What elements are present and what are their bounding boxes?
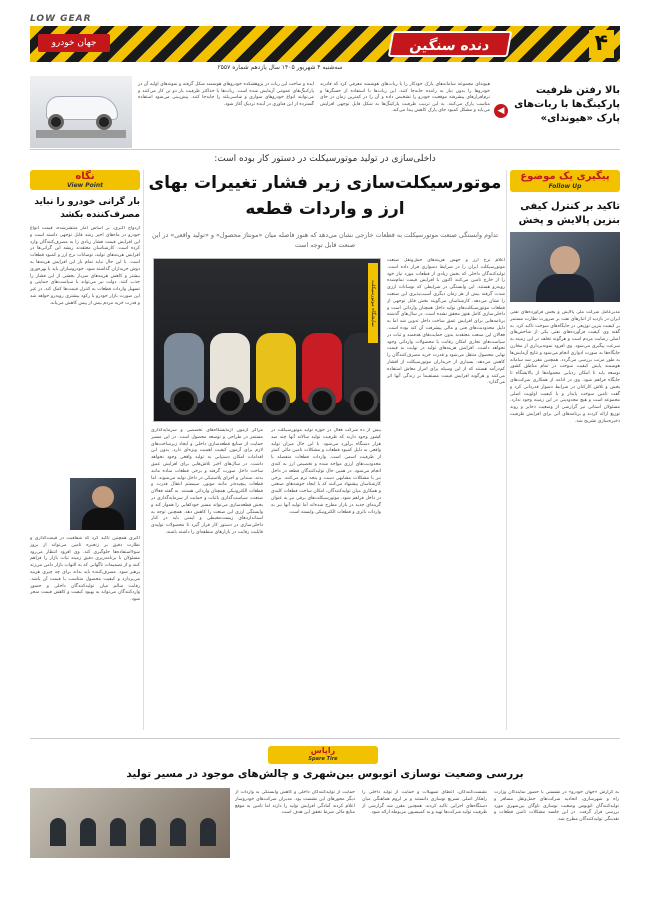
parking-robot-shape: [36, 130, 126, 138]
bottom-col-a: به گزارش «جهان خودرو» در نشستی با حضور نمایندگان وزارت راه و شهرسازی، اتحادیه شرکت‌های حمل‌ونقل مسافر و تولیدکنندگان اتوبوس وضعیت نوسازی ناوگان بین‌شهری مورد بررسی قرار گرفت. در این جلسه مشکلات تامین قطعات و نقدینگی تولیدکنندگان مطرح شد.: [494, 790, 619, 823]
person-shape: [170, 818, 186, 846]
scooter-shape: [210, 333, 250, 403]
page-number: ۴: [589, 30, 614, 58]
author-portrait-photo: [70, 478, 136, 530]
scooter-shape: [256, 333, 296, 403]
viewpoint-column: [30, 170, 140, 730]
top-story-text-a: هیوندای مجموعه سامانه‌های پارک خودکار را با ربات‌های هوشمند معرفی کرد که قادرند خودروها را بدون نیاز به راننده جابه‌جا کنند. این ربات‌ها با استفاده از حسگرها و نرم‌افزارهای پیشرفته موقعیت خودرو را تشخیص داده و آن را در کمترین زمان در جای مناسب پارک می‌کنند. به این ترتیب ظرفیت پارکینگ‌ها به شکل قابل توجهی افزایش می‌یابد و مشکل کمبود جای پارک کاهش پیدا می‌کند.: [320, 82, 490, 114]
top-story-text-b: ایده و ساخت این ربات در پژوهشکده خودروهای هوشمند شکل گرفته و نمونه‌های اولیه آن در پارکینگ‌های عمومی آزمایش شده است. ربات‌ها با حداکثر ظرفیت بار دو تن کار می‌کنند و می‌توانند انواع خودروهای سواری و شاسی‌بلند را جابه‌جا کنند. پیش‌بینی می‌شود استفاده گسترده از این فناوری در آینده نزدیک آغاز شود.: [138, 82, 314, 107]
main-lead: تداوم وابستگی صنعت موتورسیکلت به قطعات خارجی نشان می‌دهد که هنوز فاصله میان «مونتاژ محصول» و «تولید واقعی» در این صنعت قابل توجه است: [151, 231, 499, 249]
scooter-shape: [164, 333, 204, 403]
main-story: [145, 150, 505, 730]
bottom-col-b: نشست‌کنندگان، اعطای تسهیلات و حمایت از تولید داخلی را راهکار اصلی تسریع نوسازی دانستند و بر لزوم هماهنگی میان دستگاه‌های اجرایی تاکید کردند. همچنین مقرر شد گزارشی از ظرفیت تولید شرکت‌ها تهیه و به کمیسیون مربوطه ارائه شود.: [362, 790, 487, 816]
bottom-col-c: حمایت از تولیدکنندگان داخلی و کاهش وابستگی به واردات از دیگر محورهای این نشست بود. مدیران شرکت‌های خودروساز اعلام کردند آمادگی افزایش تولید را دارند اما تامین به موقع منابع مالی شرط تحقق این هدف است.: [235, 790, 355, 816]
section-header-bar: [30, 26, 620, 62]
arrow-icon: ◀: [494, 104, 508, 118]
main-kicker: داخلی‌سازی در تولید موتورسیکلت در دستور کار بوده است:: [214, 154, 436, 164]
dateline: سه‌شنبه ۴ شهریور ۱۴۰۵ سال یازدهم شماره ۲۵۵۷: [217, 64, 343, 71]
scooter-shape: [344, 333, 381, 403]
person-suit-shape: [536, 274, 594, 302]
section-title: دنده سنگین: [388, 31, 513, 57]
top-story-headline[interactable]: بالا رفتن ظرفیت پارکینگ‌ها با ربات‌های پارک «هیوندای»: [514, 85, 620, 124]
follow-up-headline[interactable]: تاکید بر کنترل کیفی بنزین پالایش و پخش: [518, 201, 620, 226]
person-shape: [50, 818, 66, 846]
car-wheel-shape: [48, 114, 64, 130]
viewpoint-tag: [30, 170, 140, 190]
person-head-shape: [550, 246, 580, 276]
column-divider: [143, 170, 144, 730]
person-head-shape: [92, 486, 114, 508]
top-story: [30, 76, 620, 150]
follow-up-tag: [510, 170, 620, 192]
person-shape: [80, 818, 96, 846]
photo-caption: نمایشگاه موتورسیکلت: [368, 263, 378, 343]
viewpoint-headline[interactable]: بار گرانی خودرو را نباید مصرف‌کننده بکشد: [34, 197, 140, 220]
official-portrait-photo: [510, 232, 620, 302]
publication-logo: جهان خودرو: [38, 34, 110, 52]
viewpoint-tag-label: نگاه: [75, 171, 95, 182]
spare-tire-tag-label: زاپاس: [310, 746, 336, 755]
spare-tire-tag: [268, 746, 378, 764]
viewpoint-body-bottom: اکبری همچنین تاکید کرد که شفافیت در قیمت‌گذاری و نظارت دقیق بر زنجیره تامین می‌تواند از بروز سوءاستفاده‌ها جلوگیری کند. وی افزود انتظار می‌رود مسئولان با برنامه‌ریزی دقیق زمینه ثبات بازار را فراهم کنند و از تصمیمات ناگهانی که به التهاب بازار دامن می‌زند پرهیز شود. مصرف‌کننده باید بداند برای چه چیزی هزینه می‌پردازد و کیفیت محصول متناسب با قیمت آن باشد. رقابت سالم میان تولیدکنندگان داخلی و حضور واردکنندگان می‌تواند به بهبود کیفیت و کاهش قیمت منجر شود.: [30, 536, 140, 603]
main-col-right: اعلام نرخ ارز و جهش هزینه‌های حمل‌ونقل صنعت موتورسیکلت ایران را در شرایط دشواری قرار داده است. تولیدکنندگان داخلی که بخش زیادی از قطعات مورد نیاز خود را از خارج تامین می‌کنند اکنون با افزایش قیمت تمام‌شده روبه‌رو هستند. این وابستگی در شرایطی که نوسانات ارزی شدت گرفته بیش از هر زمان دیگری آسیب‌پذیری این صنعت را نشان می‌دهد. کارشناسان می‌گویند بخش قابل توجهی از قطعات موتورسیکلت‌های تولید داخل همچنان وارداتی است و داخلی‌سازی کامل هنوز محقق نشده است. در سال‌های گذشته برنامه‌هایی برای افزایش عمق ساخت داخل تدوین شد اما به دلیل محدودیت‌های فنی و مالی پیشرفت آن کند بوده است. فعالان این صنعت معتقدند بدون حمایت‌های هدفمند و ثبات در سیاست‌های تجاری امکان رقابت با محصولات وارداتی وجود نخواهد داشت. افزایش هزینه‌های تولید در نهایت به قیمت نهایی محصول منتقل می‌شود و قدرت خرید مصرف‌کنندگان را کاهش می‌دهد. بسیاری از خریداران موتورسیکلت از اقشار کم‌درآمد هستند که از این وسیله برای امرار معاش استفاده می‌کنند و هرگونه افزایش قیمت مستقیما بر زندگی آنها اثر می‌گذارد.: [387, 258, 505, 386]
bottom-story-title[interactable]: بررسی وضعیت نوسازی اتوبوس بین‌شهری و چالش‌های موجود در مسیر تولید: [126, 768, 524, 780]
spare-tire-tag-sub: Spare Tire: [308, 756, 338, 762]
scooter-shape: [302, 333, 342, 403]
person-shape: [200, 818, 216, 846]
main-title[interactable]: موتورسیکلت‌سازی زیر فشار تغییرات بهای ارز و واردات قطعه: [148, 173, 502, 219]
viewpoint-body-top: ازدواج اکبری، بر اساس آمار منتشرشده، قیمت انواع خودرو در ماه‌های اخیر رشد قابل توجهی داشته است و این افزایش قیمت فشار زیادی را به مصرف‌کنندگان وارد کرده است. کارشناسان معتقدند ریشه این گرانی‌ها در افزایش هزینه‌های تولید، نوسانات نرخ ارز و کمبود قطعات است. با این حال نباید تمام بار این افزایش هزینه‌ها به دوش خریداران گذاشته شود. خودروسازان باید با بهره‌وری بیشتر و کاهش هزینه‌های سربار بخشی از این فشار را جذب کنند. دولت نیز می‌تواند با سیاست‌های حمایتی و تسهیل واردات قطعات به کنترل قیمت‌ها کمک کند. در غیر این صورت بازار خودرو با رکود بیشتری روبه‌رو خواهد شد و قدرت خرید مردم بیش از پیش کاهش می‌یابد.: [30, 226, 140, 306]
main-col-mid: بیش از ده شرکت فعال در حوزه تولید موتورسیکلت در کشور وجود دارند که ظرفیت تولید سالانه آنها چند صد هزار دستگاه برآورد می‌شود. با این حال میزان تولید واقعی به دلیل کمبود قطعات و مشکلات تامین مالی کمتر از ظرفیت اسمی است. واردات قطعات منفصله با محدودیت‌های ارزی مواجه شده و تخصیص ارز به کندی انجام می‌شود. در همین حال تولیدکنندگان قطعه در داخل نیز با مشکلات مشابهی دست و پنجه نرم می‌کنند. برخی کارشناسان پیشنهاد می‌کنند که با ایجاد خوشه‌های صنعتی و همکاری میان تولیدکنندگان، امکان ساخت قطعات کلیدی در داخل فراهم شود. موتورسیکلت‌های برقی نیز به عنوان گزینه‌ای جدید در بازار مطرح شده‌اند اما تولید آنها نیز به واردات باتری و قطعات الکترونیکی وابسته است.: [271, 428, 381, 515]
section-divider: [30, 738, 620, 739]
main-col-left: مراکز آزمون آزمایشگاه‌های تخصصی و سرمایه‌گذاری مستمر در طراحی و توسعه محصول است. در این مسیر حمایت از صنایع قطعه‌سازی داخلی و ایجاد زیرساخت‌های لازم برای آزمون کیفیت اهمیت ویژه‌ای دارد. بدون این اقدامات امکان دستیابی به تولید واقعی وجود نخواهد داشت. در سال‌های اخیر تلاش‌هایی برای افزایش عمق ساخت داخل صورت گرفته و برخی قطعات ساده مانند بدنه، صندلی و اجزای پلاستیکی در داخل تولید می‌شوند. اما قطعات پیچیده‌تر مانند موتور، سیستم انتقال قدرت و قطعات الکترونیکی همچنان وارداتی هستند. به گفته فعالان صنعت، سیاست‌گذاری باثبات و حمایت از سرمایه‌گذاری در بخش قطعه‌سازی می‌تواند مسیر خودکفایی را هموار کند و وابستگی ارزی این صنعت را کاهش دهد. همچنین توجه به استانداردهای زیست‌محیطی و ایمنی باید در کنار داخلی‌سازی در دستور کار قرار گیرد تا محصولات تولیدی قابلیت رقابت در بازارهای منطقه‌ای را داشته باشند.: [151, 428, 263, 535]
follow-up-body: مدیرعامل شرکت ملی پالایش و پخش فرآورده‌های نفتی ایران در بازدید از انبارهای نفت بر ضرورت نظارت مستمر بر کیفیت بنزین توزیعی در جایگاه‌های سوخت تاکید کرد. به گفته وی کیفیت فرآورده‌های نفتی یکی از شاخص‌های اصلی رضایت مردم است و هرگونه تخلف در این زمینه به سرعت پیگیری می‌شود. وی افزود نمونه‌برداری از مخازن جایگاه‌ها به صورت ادواری انجام می‌شود و نتایج آزمایش‌ها به طور مرتب بررسی می‌گردد. همچنین مقرر شد سامانه هوشمند پایش کیفیت سوخت در تمام مناطق کشور توسعه یابد تا امکان ردیابی محموله‌ها از پالایشگاه تا جایگاه فراهم شود. وی در ادامه از همکاری شرکت‌های پخش و تلاش کارکنان در شرایط دشوار قدردانی کرد و گفت تامین سوخت پایدار و با کیفیت اولویت اصلی مجموعه است و هیچ محدودیتی در این زمینه وجود ندارد. مسئولان استانی نیز گزارشی از وضعیت ذخایر و روند توزیع ارائه کردند و برنامه‌های آتی برای افزایش ظرفیت ذخیره‌سازی تشریح شد.: [510, 310, 620, 424]
low-gear-label: LOW GEAR: [30, 14, 92, 24]
follow-up-tag-label: پیگیری یک موضوع: [520, 171, 610, 182]
column-divider: [506, 170, 507, 730]
scooter-exhibition-photo: [153, 258, 381, 422]
car-wheel-shape: [96, 114, 112, 130]
person-shape: [140, 818, 156, 846]
robot-parking-photo: [30, 76, 132, 148]
person-shape: [110, 818, 126, 846]
viewpoint-tag-sub: View Point: [66, 182, 103, 189]
meeting-photo: [30, 788, 230, 858]
follow-up-tag-sub: Follow Up: [548, 183, 582, 190]
person-suit-shape: [82, 508, 124, 530]
